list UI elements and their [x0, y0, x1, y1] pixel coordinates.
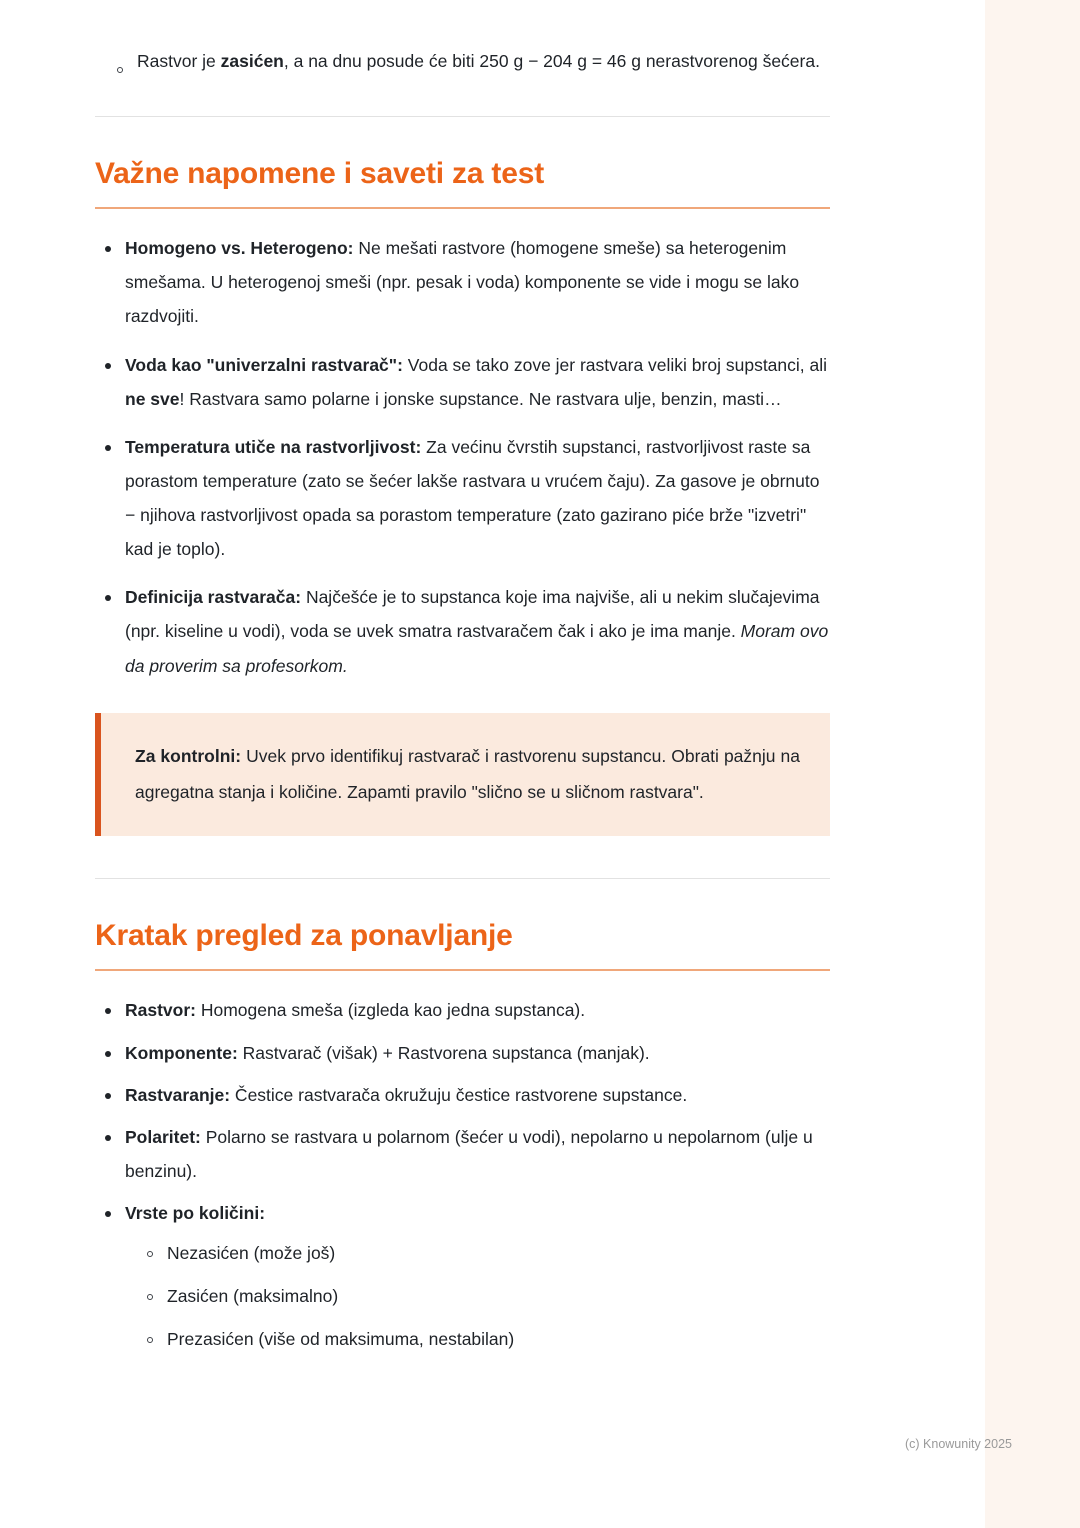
- list-item: [95, 348, 830, 416]
- bullet-text-part-1: Voda se tako zove jer rastvara veliki broj supstanci, ali: [402, 354, 828, 375]
- bullet-text: Čestice rastvarača okružuju čestice rastvorene supstance.: [230, 1084, 688, 1105]
- document-content: [95, 0, 830, 1366]
- bullet-text-part-2: ! Rastvara samo polarne i jonske supstance. Ne rastvara ulje, benzin, masti…: [179, 388, 782, 409]
- bullet-inline-bold: ne sve: [125, 388, 180, 409]
- bullet-text: Homogena smeša (izgleda kao jedna supstanca).: [196, 1000, 586, 1021]
- section-1-title-rule: [95, 207, 830, 209]
- bullet-lead: Temperatura utiče na rastvorljivost:: [125, 436, 422, 457]
- section-1-bullet-list: [95, 231, 830, 683]
- list-item: Zasićen (maksimalno): [125, 1279, 830, 1313]
- bullet-italic-note: Moram ovo da proverim sa profesorkom.: [125, 621, 829, 676]
- section-2-sublist: [125, 1236, 830, 1356]
- exam-tip-callout: [95, 713, 830, 837]
- list-item: Prezasićen (više od maksimuma, nestabilan): [125, 1322, 830, 1356]
- right-white-gutter: [970, 0, 985, 1528]
- callout-paragraph: [135, 739, 800, 811]
- continued-list: [95, 0, 830, 78]
- list-item: [95, 993, 830, 1027]
- list-item: [95, 580, 830, 682]
- list-item: [95, 44, 830, 78]
- continued-text-bold: zasićen: [220, 51, 284, 71]
- bullet-lead: Voda kao "univerzalni rastvarač":: [125, 354, 403, 375]
- bullet-text: Polarno se rastvara u polarnom (šećer u vodi), nepolarno u nepolarnom (ulje u benzinu).: [125, 1126, 813, 1181]
- callout-lead: Za kontrolni:: [135, 745, 242, 766]
- bullet-lead: Definicija rastvarača:: [125, 587, 302, 608]
- copyright-footer: (c) Knowunity 2025: [904, 1437, 1012, 1451]
- bullet-lead: Komponente:: [125, 1042, 238, 1063]
- bullet-text: Za većinu čvrstih supstanci, rastvorljivost raste sa porastom temperature (zato se šećer lakše rastvara u vrućem čaju). Za gasove je obrnuto − njihova rastvorljivost opada sa porastom temperature (zato gazirano piće brže "izvetri" kad je toplo).: [125, 436, 820, 560]
- continued-text-before: Rastvor je: [137, 51, 221, 71]
- section-2-title: Kratak pregled za ponavljanje: [95, 919, 513, 953]
- bullet-text-part-1: Najčešće je to supstanca koje ima najviše, ali u nekim slučajevima (npr. kiseline u vodi), voda se uvek smatra rastvaračem čak i ako je ima manje.: [125, 587, 820, 642]
- list-item: [95, 1036, 830, 1070]
- section-2-title-rule: [95, 969, 830, 971]
- list-item: [95, 231, 830, 333]
- divider-top: [95, 116, 830, 117]
- divider-middle: [95, 878, 830, 879]
- list-item: [95, 1196, 830, 1357]
- section-2-bullet-list: [95, 993, 830, 1356]
- list-item: [95, 430, 830, 567]
- continued-text-after: , a na dnu posude će biti 250 g − 204 g = 46 g nerastvorenog šećera.: [283, 51, 820, 71]
- bullet-lead: Rastvor:: [125, 1000, 196, 1021]
- bullet-lead: Vrste po količini:: [125, 1203, 266, 1223]
- bullet-lead: Homogeno vs. Heterogeno:: [125, 238, 354, 259]
- list-item: [95, 1120, 830, 1188]
- bullet-text: Rastvarač (višak) + Rastvorena supstanca (manjak).: [237, 1042, 650, 1063]
- bullet-lead: Polaritet:: [125, 1126, 201, 1147]
- bullet-lead: Rastvaranje:: [125, 1084, 231, 1105]
- bullet-text: Ne mešati rastvore (homogene smeše) sa heterogenim smešama. U heterogenoj smeši (npr. pesak i voda) komponente se vide i mogu se lako razdvojiti.: [125, 238, 800, 327]
- list-item: [95, 1078, 830, 1112]
- list-item: Nezasićen (može još): [125, 1236, 830, 1270]
- right-decorative-band: [970, 0, 1080, 1528]
- callout-text: Uvek prvo identifikuj rastvarač i rastvorenu supstancu. Obrati pažnju na agregatna stanja i količine. Zapamti pravilo "slično se u sličnom rastvara".: [135, 745, 800, 802]
- section-1-title: Važne napomene i saveti za test: [95, 157, 544, 191]
